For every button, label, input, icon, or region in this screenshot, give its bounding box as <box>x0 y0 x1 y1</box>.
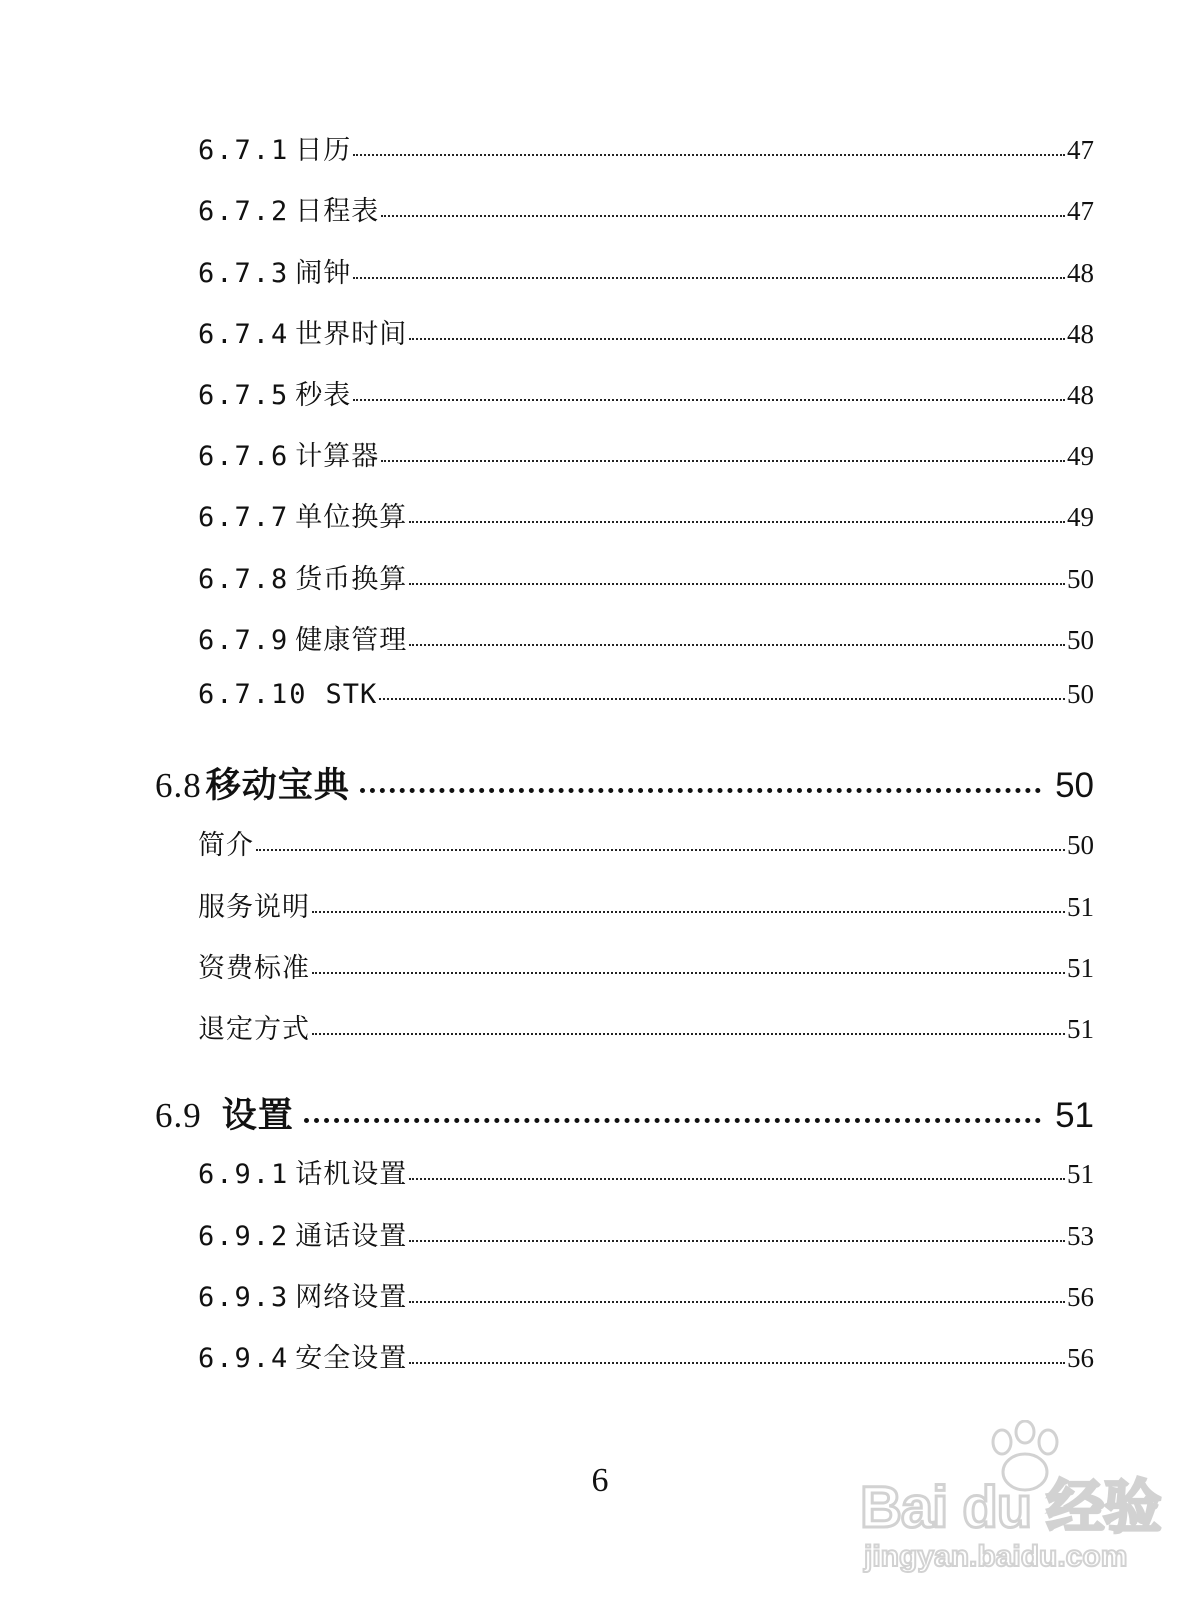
toc-entry-service-description[interactable] <box>198 885 1094 921</box>
entry-title: 服务说明 <box>198 892 310 923</box>
entry-title: 安全设置 <box>295 1343 408 1374</box>
entry-page-number: 50 <box>1067 679 1094 709</box>
toc-entry-6-7-7[interactable] <box>198 495 1094 531</box>
entry-title: 单位换算 <box>295 502 408 533</box>
watermark-logo-text: Bai du 经验 <box>860 1475 1161 1540</box>
toc-entry-6-7-4[interactable] <box>198 312 1094 348</box>
entry-title: 资费标准 <box>198 953 310 984</box>
entry-number: 6.9.2 <box>198 1221 290 1252</box>
entry-page-number: 51 <box>1067 1159 1094 1189</box>
toc-entry-fee-standard[interactable] <box>198 946 1094 982</box>
entry-number: 6.7.8 <box>198 564 290 595</box>
toc-entry-6-7-9[interactable] <box>198 618 1094 654</box>
entry-page-number: 48 <box>1067 380 1094 410</box>
entry-page-number: 50 <box>1067 830 1094 860</box>
dot-leader <box>381 460 1065 462</box>
entry-number: 6.7.4 <box>198 319 290 350</box>
section-page-number: 51 <box>1055 1096 1094 1135</box>
entry-page-number: 56 <box>1067 1343 1094 1373</box>
entry-page-number: 51 <box>1067 892 1094 922</box>
dot-leader <box>353 399 1065 401</box>
toc-entry-intro[interactable] <box>198 823 1094 859</box>
entry-number: 6.9.4 <box>198 1343 290 1374</box>
dot-leader <box>409 1362 1065 1364</box>
section-title: 设置 <box>221 1095 294 1136</box>
entry-page-number: 48 <box>1067 319 1094 349</box>
dot-leader <box>409 1240 1065 1242</box>
dot-leader <box>381 215 1065 217</box>
entry-number: 6.7.9 <box>198 625 290 656</box>
dot-leader <box>304 1118 1041 1123</box>
toc-section-6-9[interactable] <box>155 1088 1094 1134</box>
section-title: 移动宝典 <box>205 765 350 806</box>
dot-leader <box>256 849 1065 851</box>
dot-leader <box>409 583 1065 585</box>
entry-page-number: 48 <box>1067 258 1094 288</box>
entry-title: 网络设置 <box>295 1282 408 1313</box>
toc-entry-6-9-2[interactable] <box>198 1214 1094 1250</box>
toc-entry-6-9-1[interactable] <box>198 1152 1094 1188</box>
dot-leader <box>409 1178 1065 1180</box>
entry-number: 6.7.1 <box>198 135 290 166</box>
entry-page-number: 50 <box>1067 564 1094 594</box>
entry-number: 6.7.7 <box>198 502 290 533</box>
toc-entry-6-7-10[interactable] <box>198 679 1094 715</box>
entry-page-number: 49 <box>1067 441 1094 471</box>
entry-title: 货币换算 <box>295 564 408 595</box>
dot-leader <box>379 698 1065 700</box>
baidu-jingyan-watermark <box>860 1420 1180 1590</box>
dot-leader <box>409 644 1065 646</box>
toc-entry-6-7-8[interactable] <box>198 557 1094 593</box>
entry-title: 退定方式 <box>198 1014 310 1045</box>
toc-entry-6-9-4[interactable] <box>198 1336 1094 1372</box>
entry-page-number: 53 <box>1067 1221 1094 1251</box>
dot-leader <box>312 972 1065 974</box>
entry-title: 话机设置 <box>295 1159 408 1190</box>
entry-title: 日程表 <box>295 196 380 227</box>
dot-leader <box>312 911 1065 913</box>
toc-entry-6-7-2[interactable] <box>198 189 1094 225</box>
entry-number: 6.7.3 <box>198 258 290 289</box>
entry-page-number: 51 <box>1067 953 1094 983</box>
entry-page-number: 47 <box>1067 196 1094 226</box>
section-number: 6.8 <box>155 766 202 805</box>
entry-number: 6.7.6 <box>198 441 290 472</box>
dot-leader <box>409 521 1065 523</box>
dot-leader <box>353 154 1065 156</box>
entry-number: 6.9.1 <box>198 1159 290 1190</box>
dot-leader <box>360 788 1041 793</box>
entry-title: 闹钟 <box>295 258 352 289</box>
page-number: 6 <box>591 1462 609 1499</box>
dot-leader <box>312 1033 1065 1035</box>
entry-title: 简介 <box>198 830 254 861</box>
entry-page-number: 47 <box>1067 135 1094 165</box>
entry-title: 日历 <box>295 135 352 166</box>
entry-page-number: 50 <box>1067 625 1094 655</box>
dot-leader <box>409 1301 1065 1303</box>
entry-title: 计算器 <box>295 441 380 472</box>
entry-number: 6.7.2 <box>198 196 290 227</box>
entry-title: STK <box>325 679 378 710</box>
toc-section-6-8[interactable] <box>155 758 1094 804</box>
toc-entry-6-7-6[interactable] <box>198 434 1094 470</box>
entry-title: 世界时间 <box>295 319 408 350</box>
entry-number: 6.9.3 <box>198 1282 290 1313</box>
dot-leader <box>409 338 1065 340</box>
entry-title: 健康管理 <box>295 625 408 656</box>
toc-entry-unsubscribe-method[interactable] <box>198 1007 1094 1043</box>
entry-title: 秒表 <box>295 380 352 411</box>
toc-entry-6-9-3[interactable] <box>198 1275 1094 1311</box>
section-number: 6.9 <box>155 1096 202 1135</box>
section-page-number: 50 <box>1055 766 1094 805</box>
entry-page-number: 56 <box>1067 1282 1094 1312</box>
entry-number: 6.7.5 <box>198 380 290 411</box>
toc-entry-6-7-5[interactable] <box>198 373 1094 409</box>
watermark-url: jingyan.baidu.com <box>864 1540 1128 1573</box>
toc-entry-6-7-1[interactable] <box>198 128 1094 164</box>
entry-page-number: 49 <box>1067 502 1094 532</box>
entry-number: 6.7.10 <box>198 679 308 710</box>
entry-page-number: 51 <box>1067 1014 1094 1044</box>
dot-leader <box>353 277 1065 279</box>
entry-title: 通话设置 <box>295 1221 408 1252</box>
toc-entry-6-7-3[interactable] <box>198 251 1094 287</box>
